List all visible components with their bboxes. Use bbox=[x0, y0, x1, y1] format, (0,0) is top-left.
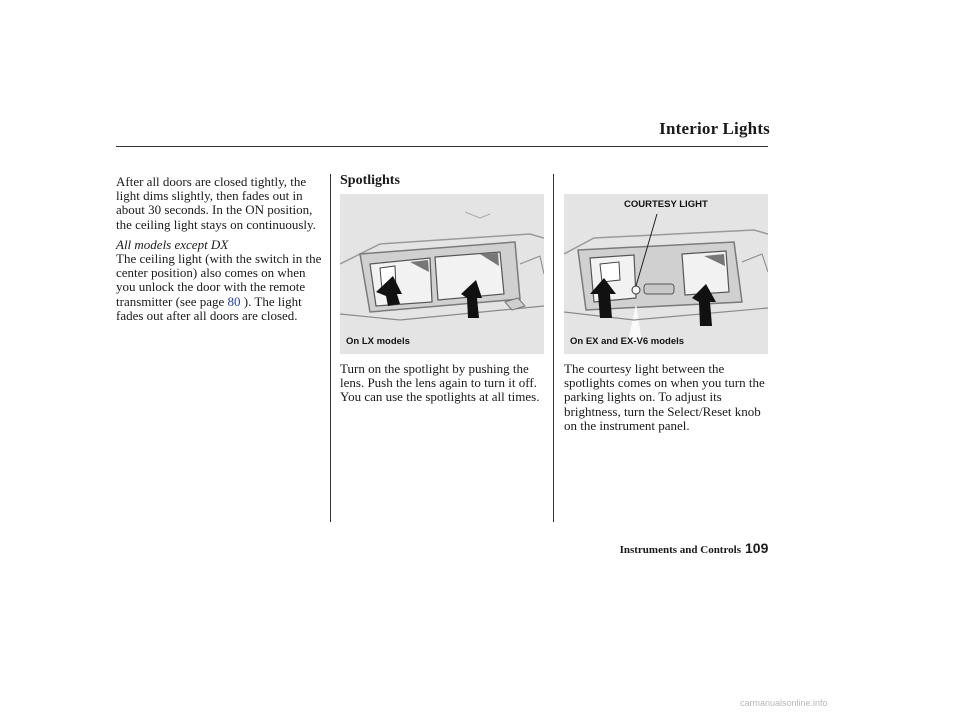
lx-figure-caption: On LX models bbox=[346, 336, 410, 347]
lx-spotlight-figure bbox=[340, 194, 544, 354]
ex-courtesy-light-illustration bbox=[564, 194, 768, 354]
spotlights-heading: Spotlights bbox=[340, 173, 400, 188]
page-number: 109 bbox=[745, 540, 769, 556]
left-column bbox=[116, 175, 322, 323]
lx-spotlight-illustration bbox=[340, 194, 544, 354]
column-divider-right bbox=[553, 174, 554, 522]
remote-paragraph bbox=[116, 252, 322, 323]
ex-courtesy-light-figure bbox=[564, 194, 768, 354]
page-80-link[interactable]: 80 bbox=[227, 293, 241, 309]
models-subhead: All models except DX bbox=[116, 236, 229, 252]
remote-paragraph-text-1: The ceiling light (with the switch in the center position) also comes on when you unlock the door with the remote transmitter (see page bbox=[116, 251, 322, 309]
column-divider-left bbox=[330, 174, 331, 522]
section-label: Instruments and Controls bbox=[619, 544, 741, 556]
title-rule bbox=[116, 146, 768, 147]
remote-paragraph-text-2: ). The light fades out after all doors are closed. bbox=[116, 293, 302, 323]
page-title: Interior Lights bbox=[659, 119, 770, 138]
courtesy-light-callout: COURTESY LIGHT bbox=[624, 199, 708, 210]
spotlight-paragraph: Turn on the spotlight by pushing the lens. Push the lens again to turn it off. You can use the spotlights at all times. bbox=[340, 361, 540, 405]
watermark-text: carmanualsonline.info bbox=[740, 698, 828, 708]
ceiling-light-paragraph: After all doors are closed tightly, the light dims slightly, then fades out in about 30 seconds. In the ON position, the ceiling light stays on continuously. bbox=[116, 174, 316, 232]
ex-figure-caption: On EX and EX-V6 models bbox=[570, 336, 685, 347]
courtesy-light-paragraph: The courtesy light between the spotlights comes on when you turn the parking lights on. To adjust its brightness, turn the Select/Reset knob on the instrument panel. bbox=[564, 361, 765, 433]
